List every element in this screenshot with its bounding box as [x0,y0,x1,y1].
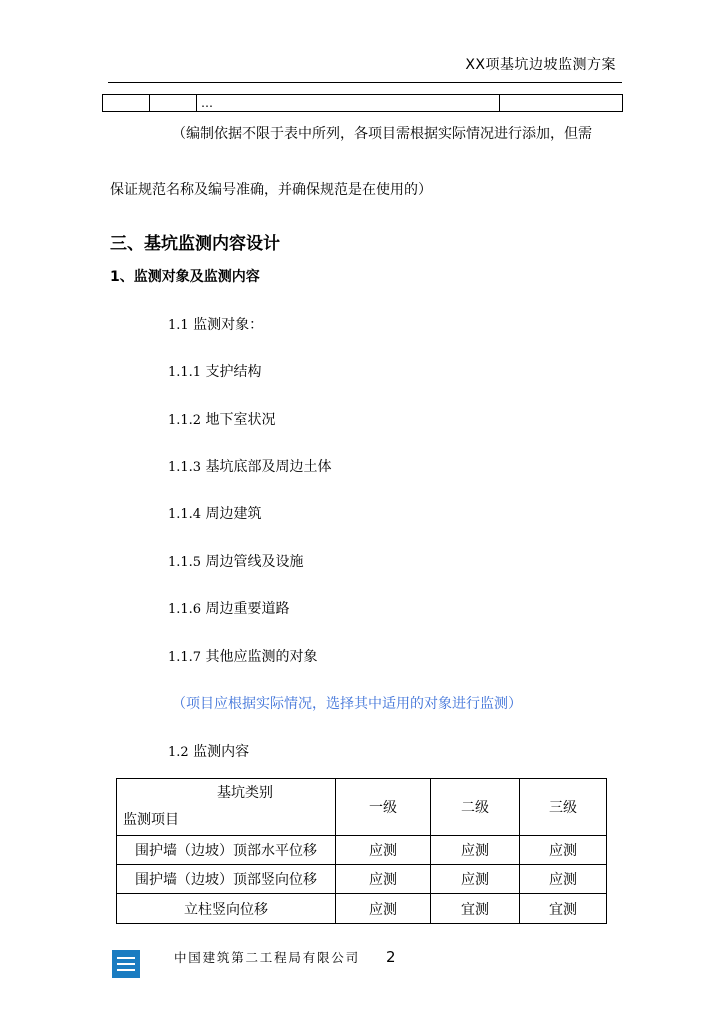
column-header: 一级 [336,779,431,836]
item-text: 周边管线及设施 [205,554,304,570]
row-label: 围护墙（边坡）顶部水平位移 [117,836,336,865]
monitoring-table [116,778,607,924]
paragraph-line-1: （编制依据不限于表中所列，各项目需根据实际情况进行添加，但需 [172,126,592,142]
list-item [168,598,290,618]
table-header-row [117,779,607,836]
column-header: 二级 [431,779,520,836]
list-item [168,741,249,761]
table-cell: 宜测 [520,894,607,924]
item-number: 1.1 [168,318,189,333]
item-text: 周边重要道路 [205,601,290,617]
item-text: 监测内容 [193,744,250,760]
footer-company: 中国建筑第二工程局有限公司 [174,950,360,965]
table-cell: 应测 [336,865,431,894]
table-row [117,836,607,865]
list-item [168,314,263,334]
row-label: 围护墙（边坡）顶部竖向位移 [117,865,336,894]
item-text: 其他应监测的对象 [205,649,318,665]
table-cell: 应测 [336,894,431,924]
table-cell [103,95,150,112]
section-heading: 三、基坑监测内容设计 [110,234,280,254]
header-pit-category: 基坑类别 [217,785,273,801]
row-label: 立柱竖向位移 [117,894,336,924]
table-cell: 应测 [431,836,520,865]
table-cell [500,95,623,112]
item-number: 1.1.3 [168,460,202,475]
header-monitor-item: 监测项目 [123,812,179,828]
table-cell: 宜测 [431,894,520,924]
item-text: 地下室状况 [205,412,276,428]
item-number: 1.1.5 [168,555,202,570]
item-text: 周边建筑 [205,506,262,522]
list-item [168,646,318,666]
item-text: 监测对象： [193,317,264,333]
list-item [168,503,262,523]
column-header: 三级 [520,779,607,836]
table-cell: 应测 [520,836,607,865]
item-number: 1.1.6 [168,602,202,617]
table-row [117,865,607,894]
page-header-title: XX项基坑边坡监测方案 [465,57,616,73]
selection-note: （项目应根据实际情况，选择其中适用的对象进行监测） [172,696,522,712]
item-number: 1.1.4 [168,507,202,522]
item-text: 支护结构 [205,364,262,380]
reference-table-fragment [102,94,623,112]
table-cell: 应测 [336,836,431,865]
list-item [168,409,276,429]
subsection-heading: 1、监测对象及监测内容 [110,269,260,285]
table-cell: … [197,95,500,112]
item-number: 1.1.1 [168,365,202,380]
diagonal-header-cell [117,779,336,836]
company-logo-icon [112,950,140,978]
paragraph-line-2: 保证规范名称及编号准确，并确保规范是在使用的） [110,182,432,198]
table-cell: 应测 [520,865,607,894]
table-cell: 应测 [431,865,520,894]
list-item [168,361,262,381]
table-row [103,95,623,112]
list-item [168,551,304,571]
list-item [168,456,332,476]
table-cell [150,95,197,112]
page-number: 2 [386,948,396,966]
table-row [117,894,607,924]
header-rule [108,82,622,83]
item-number: 1.1.7 [168,650,202,665]
item-number: 1.1.2 [168,413,202,428]
item-text: 基坑底部及周边土体 [205,459,332,475]
item-number: 1.2 [168,745,189,760]
